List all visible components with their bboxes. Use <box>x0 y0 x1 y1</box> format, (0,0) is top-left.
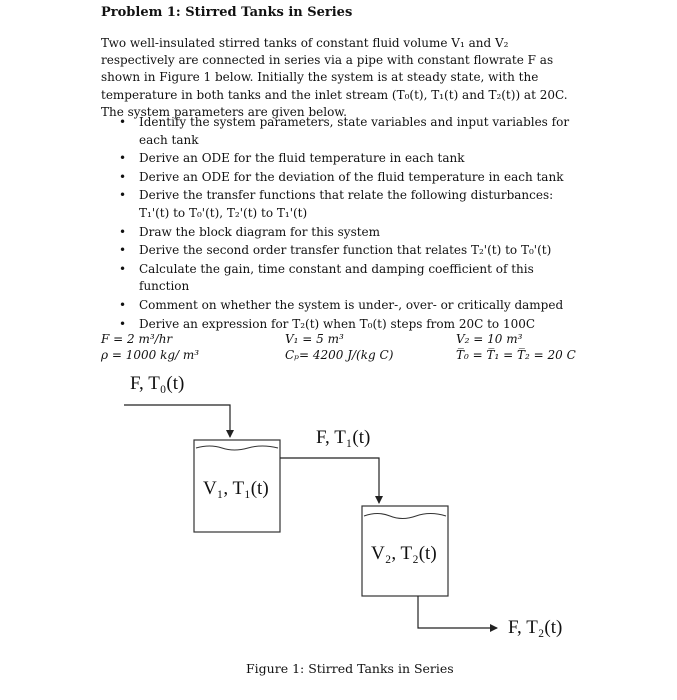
inlet-pipe <box>124 405 230 437</box>
task-item: • Comment on whether the system is under-, over- or critically damped <box>117 297 579 315</box>
outlet-pipe <box>418 596 497 628</box>
inlet-label: F, T₀(t) <box>130 373 185 394</box>
tank-1-label: V₁, T₁(t) <box>203 478 269 499</box>
intro-paragraph: Two well-insulated stirred tanks of constant fluid volume V₁ and V₂ respectively are connected in series via a pipe with constant flowrate F as shown in Figure 1 below. Initially the system is at steady state, with the temperature in both tanks and the inlet stream (T₀(t), T₁(t) and T₂(t)) at 20C. The system parameters are given below. <box>101 36 568 119</box>
task-item: • Derive the transfer functions that relate the following disturbances: T₁'(t) to T₀'(t), T₂'(t) to T₁'(t) <box>119 188 554 220</box>
task-item: • Derive an ODE for the fluid temperature in each tank <box>117 150 579 168</box>
bullet-icon: • <box>119 169 127 184</box>
bullet-icon: • <box>119 224 127 239</box>
param-density: ρ = 1000 kg/ m³ <box>101 348 200 362</box>
figure-caption: Figure 1: Stirred Tanks in Series <box>246 661 454 676</box>
param-v2: V₂ = 10 m³ <box>456 332 523 346</box>
tank-1-liquid-surface <box>196 446 278 450</box>
task-item: • Identify the system parameters, state variables and input variables for each tank <box>119 115 570 147</box>
bullet-icon: • <box>119 115 127 129</box>
bullet-icon: • <box>119 316 127 331</box>
task-item: • Calculate the gain, time constant and damping coefficient of this function <box>119 261 534 294</box>
outlet-label: F, T₂(t) <box>508 617 563 638</box>
task-item: • Derive an ODE for the deviation of the fluid temperature in each tank <box>117 169 579 187</box>
task-item: • Derive the second order transfer function that relates T₂'(t) to T₀'(t) <box>117 242 579 260</box>
task-item: • Draw the block diagram for this system <box>117 224 579 242</box>
pipe-label: F, T₁(t) <box>316 427 371 448</box>
tank-2-liquid-surface <box>364 514 446 519</box>
bullet-icon: • <box>119 297 127 312</box>
bullet-icon: • <box>119 151 127 166</box>
bullet-icon: • <box>119 243 127 258</box>
param-temps: T̅₀ = T̅₁ = T̅₂ = 20 C <box>456 348 576 362</box>
problem-title: Problem 1: Stirred Tanks in Series <box>101 5 353 20</box>
param-flow: F = 2 m³/hr <box>101 332 173 346</box>
param-cp: Cₚ= 4200 J/(kg C) <box>285 348 394 362</box>
param-v1: V₁ = 5 m³ <box>285 332 344 346</box>
bullet-icon: • <box>119 188 127 203</box>
task-item: • Derive an expression for T₂(t) when T₀(t) steps from 20C to 100C <box>117 316 579 334</box>
connecting-pipe <box>280 458 379 503</box>
tank-2-label: V₂, T₂(t) <box>371 543 437 564</box>
bullet-icon: • <box>119 261 127 276</box>
